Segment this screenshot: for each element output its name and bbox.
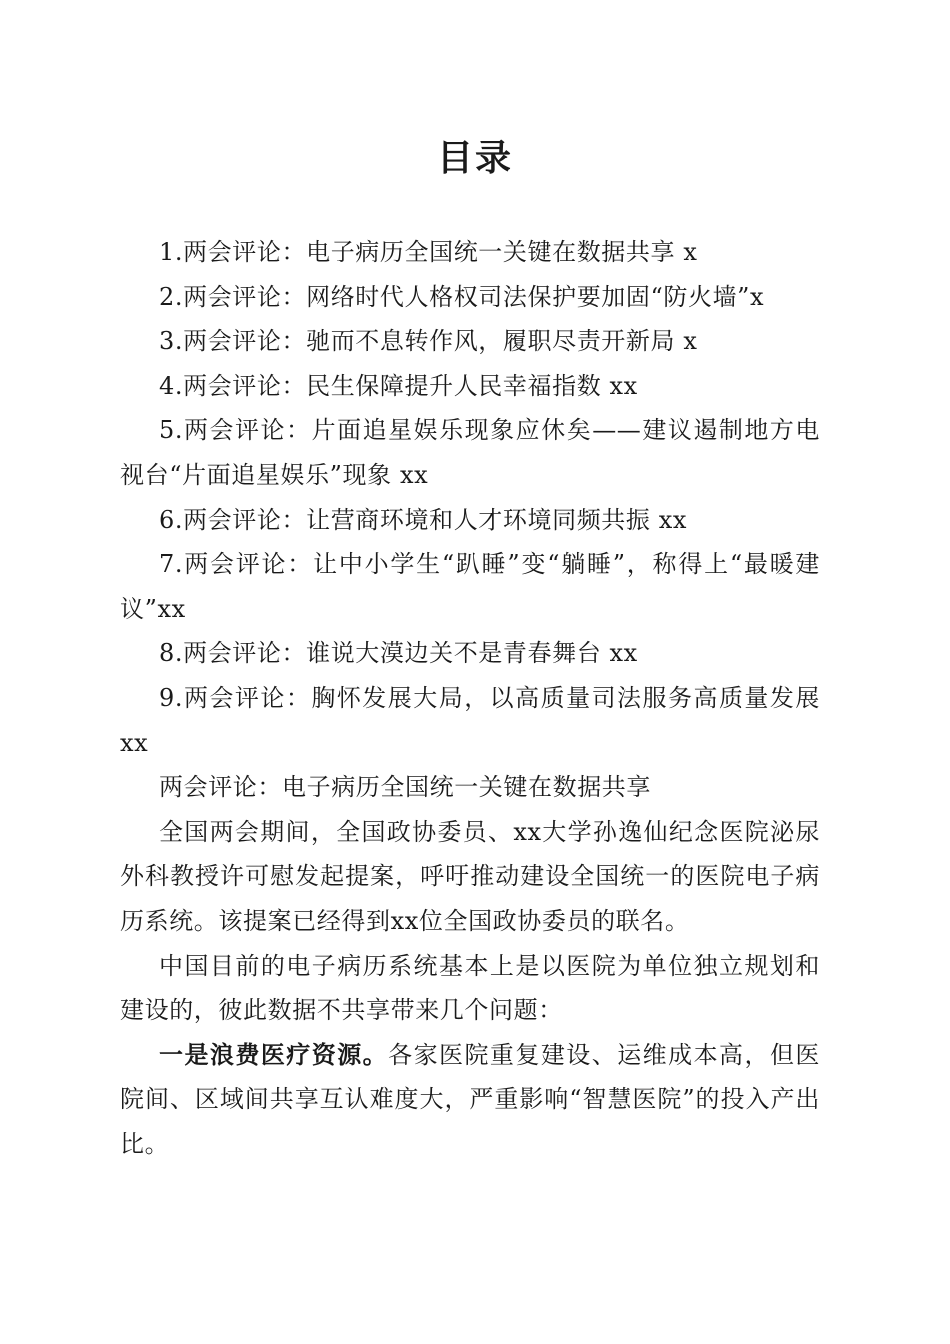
toc-entry-7: 7.两会评论：让中小学生“趴睡”变“躺睡”，称得上“最暖建议”xx [120, 550, 820, 623]
paragraph-lead-bold: 一是浪费医疗资源。 [159, 1039, 389, 1069]
toc-entry-6: 6.两会评论：让营商环境和人才环境同频共振 xx [159, 505, 687, 534]
toc-entry-3: 3.两会评论：驰而不息转作风，履职尽责开新局 x [159, 327, 698, 356]
toc-entry-9: 9.两会评论：胸怀发展大局，以高质量司法服务高质量发展 xx [120, 683, 820, 757]
toc-entry-5: 5.两会评论：片面追星娱乐现象应休矣——建议遏制地方电视台“片面追星娱乐”现象 xx [120, 416, 820, 489]
toc-entry-4: 4.两会评论：民生保障提升人民幸福指数 xx [159, 371, 638, 400]
toc-entry-8: 8.两会评论：谁说大漠边关不是青春舞台 xx [159, 639, 638, 668]
toc-entry-2: 2.两会评论：网络时代人格权司法保护要加固“防火墙”x [159, 282, 765, 311]
document-body [120, 230, 820, 1166]
article-paragraph-1: 全国两会期间，全国政协委员、xx大学孙逸仙纪念医院泌尿外科教授许可慰发起提案，呼吁推动建设全国统一的医院电子病历系统。该提案已经得到xx位全国政协委员的联名。 [120, 817, 820, 935]
paragraph-rest: 各家医院重复建设、运维成本高，但医院间、区域间共享互认难度大，严重影响“智慧医院”的投入产出比。 [120, 1040, 820, 1158]
article-paragraph-3 [120, 1033, 820, 1167]
article-paragraph-2: 中国目前的电子病历系统基本上是以医院为单位独立规划和建设的，彼此数据不共享带来几个问题： [120, 951, 820, 1025]
page-title: 目录 [436, 137, 513, 179]
toc-entry-1: 1.两会评论：电子病历全国统一关键在数据共享 x [159, 238, 698, 266]
article-heading: 两会评论：电子病历全国统一关键在数据共享 [159, 773, 651, 802]
